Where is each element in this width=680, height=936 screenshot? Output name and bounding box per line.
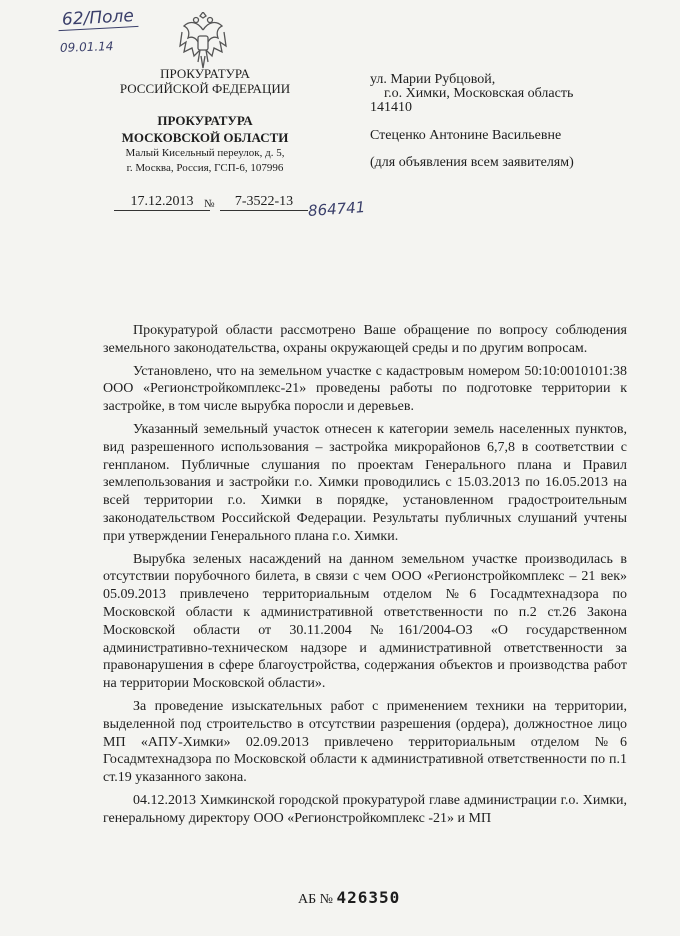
form-serial [298, 888, 400, 908]
handwritten-date: 09.01.14 [59, 39, 114, 55]
registration-no-label: № [204, 198, 215, 210]
office-name: ПРОКУРАТУРА МОСКОВСКОЙ ОБЛАСТИ [121, 113, 289, 145]
paragraph: Установлено, что на земельном участке с кадастровым номером 50:10:0010101:38 ООО «Регионстройкомплекс-21» проведены работы по подготовке территории к застройке, в том числе вырубка поросли и деревьев. [103, 363, 627, 415]
paragraph: За проведение изыскательных работ с применением техники на территории, выделенной под строительство в отсутствии разрешения (ордера), должностное лицо МП «АПУ-Химки» 02.09.2013 привлечено территориальным отделом №6 Госадмтехнадзора по Московской области к административной ответственности по п.1 ст.19 указанного закона. [103, 698, 627, 786]
office-address: Малый Кисельный переулок, д. 5, г. Москва, Россия, ГСП-6, 107996 [125, 147, 285, 174]
recipient-note: (для объявления всем заявителям) [370, 155, 574, 170]
recipient-postcode: 141410 [370, 100, 412, 115]
recipient-name: Стеценко Антонине Васильевне [370, 128, 562, 143]
registration-number: 7-3522-13 [220, 194, 308, 211]
handwritten-mark: 62/Поле [58, 6, 139, 31]
recipient-street: ул. Марии Рубцовой, [370, 72, 496, 87]
form-series: АБ № [298, 892, 334, 907]
paragraph: 04.12.2013 Химкинской городской прокуратурой главе администрации г.о. Химки, генеральному директору ООО «Регионстройкомплекс -21» и МП [103, 792, 627, 826]
paragraph: Прокуратурой области рассмотрено Ваше обращение по вопросу соблюдения земельного законодательства, охраны окружающей среды и по другим вопросам. [103, 323, 627, 356]
authority-name: ПРОКУРАТУРА РОССИЙСКОЙ ФЕДЕРАЦИИ [119, 66, 291, 96]
paragraph: Вырубка зеленых насаждений на данном земельном участке производилась в отсутствии порубочного билета, в связи с чем ООО «Регионстройкомплекс – 21 век» 05.09.2013 привлечено территориальным отделом №6 Госадмтехнадзора по Московской области к административной ответственности по п.2 ст.26 Закона Московской области от 30.11.2004 №161/2004-ОЗ «О государственном административно-техническом надзоре и административной ответственности за правонарушения в сфере благоустройства, содержания объектов и производства работ на территории Московской области». [103, 551, 627, 692]
recipient-city: г.о. Химки, Московская область [384, 86, 574, 101]
paragraph: Указанный земельный участок отнесен к категории земель населенных пунктов, вид разрешенного использования – застройка микрорайонов 6,7,8 в соответствии с генпланом. Публичные слушания по проектам Генерального плана и Правил землепользования и застройки г.о. Химки проводились с 15.03.2013 по 16.05.2013 на всей территории г.о. Химки в порядке, установленном градостроительным законодательством Российской Федерации. Результаты публичных слушаний учтены при утверждении Генерального плана г.о. Химки. [103, 421, 627, 544]
registration-date: 17.12.2013 [114, 194, 210, 211]
double-headed-eagle-icon [178, 12, 228, 70]
letter-body [103, 322, 627, 833]
form-number: 426350 [336, 888, 401, 907]
handwritten-registration: 864741 [307, 198, 366, 220]
